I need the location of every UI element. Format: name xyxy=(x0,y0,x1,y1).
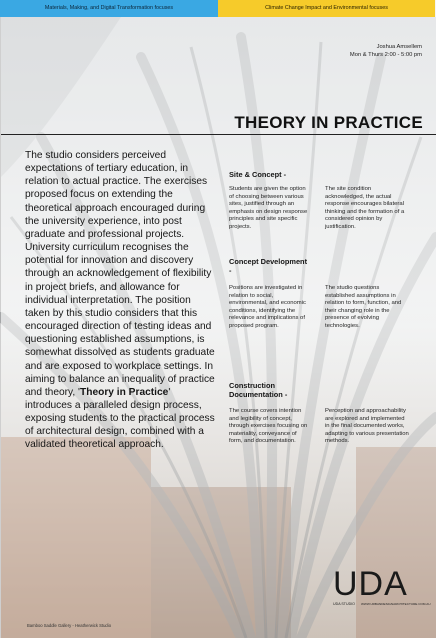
section-site-concept-left-text: Students are given the option of choosing between various sites, justified through an emphasis on design response principles and site specific projects. xyxy=(229,186,308,230)
logo-caption-left: UDA STUDIO xyxy=(333,602,355,606)
focus-tab-bar xyxy=(0,0,435,17)
studio-schedule: Mon & Thurs 2:00 - 5:00 pm xyxy=(349,52,422,58)
studio-brief-page xyxy=(0,17,436,638)
tutor-name: Joshua Amsellem xyxy=(376,44,422,50)
intro-highlight: Theory in Practice xyxy=(80,386,169,398)
section-construction-documentation-right-text: Perception and approachability are explored and implemented in the final documented works, adapting to various presentation methods. xyxy=(325,408,409,445)
tab-climate-change-environmental[interactable]: Climate Change Impact and Environmental focuses xyxy=(218,0,435,17)
section-construction-documentation-heading: Construction Documentation - xyxy=(229,381,288,400)
title-divider xyxy=(1,134,436,135)
page-title: THEORY IN PRACTICE xyxy=(234,113,423,132)
section-construction-documentation-left-text: The course covers intention and legibility of concept, through exercises focusing on materiality, conveyance of form, and documentation. xyxy=(229,408,308,445)
intro-paragraph xyxy=(25,149,215,452)
logo-caption-right: WWW.URBANDESIGNARCHITECTURE.COM.AU xyxy=(361,602,431,606)
tutor-info xyxy=(350,43,422,59)
photo-credit: Bamboo Saddle Gallery - Heatherwick Studio xyxy=(27,623,112,628)
tab-materials-making-digital[interactable]: Materials, Making, and Digital Transformation focuses xyxy=(0,0,218,17)
section-concept-development-heading: Concept Development - xyxy=(229,257,308,276)
intro-text-end: ' introduces a paralleled design process, exposing students to the practical process of architectural design, combined with a validated theoretical approach. xyxy=(25,386,215,451)
uda-logo xyxy=(331,555,431,615)
section-site-concept-right-text: The site condition acknowledged, the actual response encourages bilateral thinking and the formation of a considered opinion by justification. xyxy=(325,186,405,230)
section-site-concept-heading: Site & Concept - xyxy=(229,170,287,179)
section-concept-development-left-text: Positions are investigated in relation to social, environmental, and economic conditions, identifying the relevance and implications of proposed program. xyxy=(229,285,306,329)
section-concept-development-right-text: The studio questions established assumptions in relation to form, function, and their changing role in the presence of evolving technologies. xyxy=(325,285,402,329)
intro-text-start: The studio considers perceived expectations of tertiary education, in relation to actual practice. The exercises proposed focus on extending the theoretical approach encouraged during the university experience, into post graduate and professional projects. University curriculum recognises the potential for innovation and discovery through an acknowledgement of flexibility in project briefs, and allowance for individual interpretation. The position taken by this studio considers that this encouraged direction of testing ideas and questioning established assumptions, is somewhat dissolved as students graduate and are exposed to workplace settings. In aiming to balance an inequality of practice and theory, ' xyxy=(25,150,215,398)
logo-mark: UDA xyxy=(333,565,408,603)
